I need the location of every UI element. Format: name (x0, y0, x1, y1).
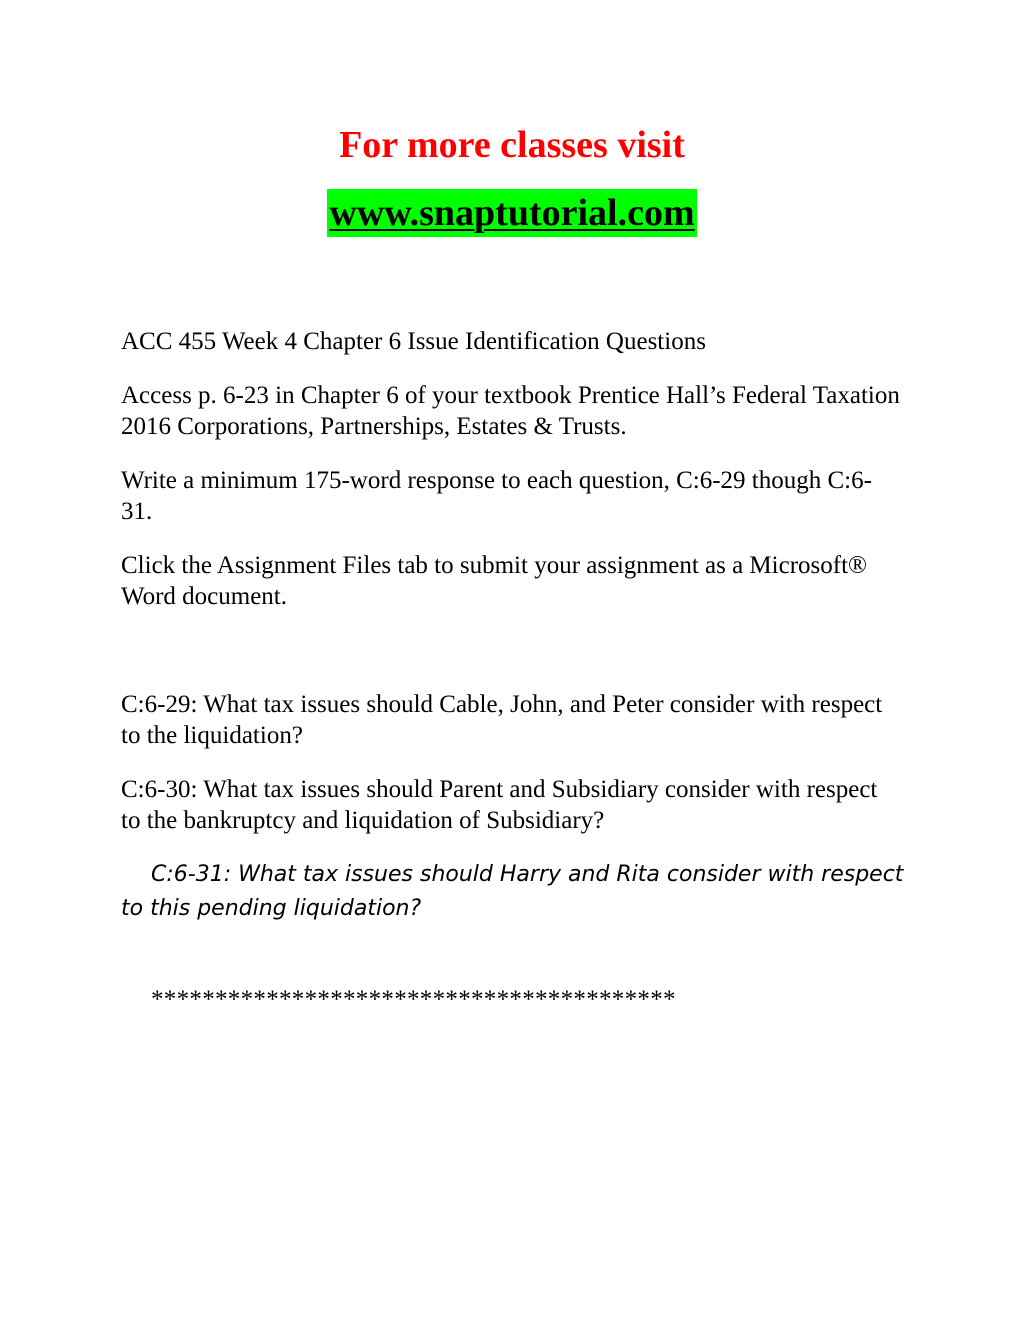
asterisk-separator: ***************************************** (151, 986, 676, 1013)
submit-instructions: Click the Assignment Files tab to submit your assignment as a Microsoft® Word document. (121, 552, 868, 610)
promo-link-container (0, 189, 1024, 237)
access-instructions: Access p. 6-23 in Chapter 6 of your textbook Prentice Hall’s Federal Taxation 2016 Corporations, Partnerships, Estates & Trusts. (121, 382, 900, 440)
promo-title: For more classes visit (339, 124, 685, 166)
question-6-29: C:6-29: What tax issues should Cable, John, and Peter consider with respect to the liquidation? (121, 691, 883, 749)
write-instructions: Write a minimum 175-word response to each question, C:6-29 though C:6-31. (121, 467, 872, 525)
course-title: ACC 455 Week 4 Chapter 6 Issue Identification Questions (121, 328, 706, 355)
website-link[interactable]: www.snaptutorial.com (327, 189, 696, 237)
question-6-30: C:6-30: What tax issues should Parent and Subsidiary consider with respect to the bankruptcy and liquidation of Subsidiary? (121, 776, 878, 834)
question-6-31: C:6-31: What tax issues should Harry and Rita consider with respect to this pending liquidation? (121, 862, 904, 921)
